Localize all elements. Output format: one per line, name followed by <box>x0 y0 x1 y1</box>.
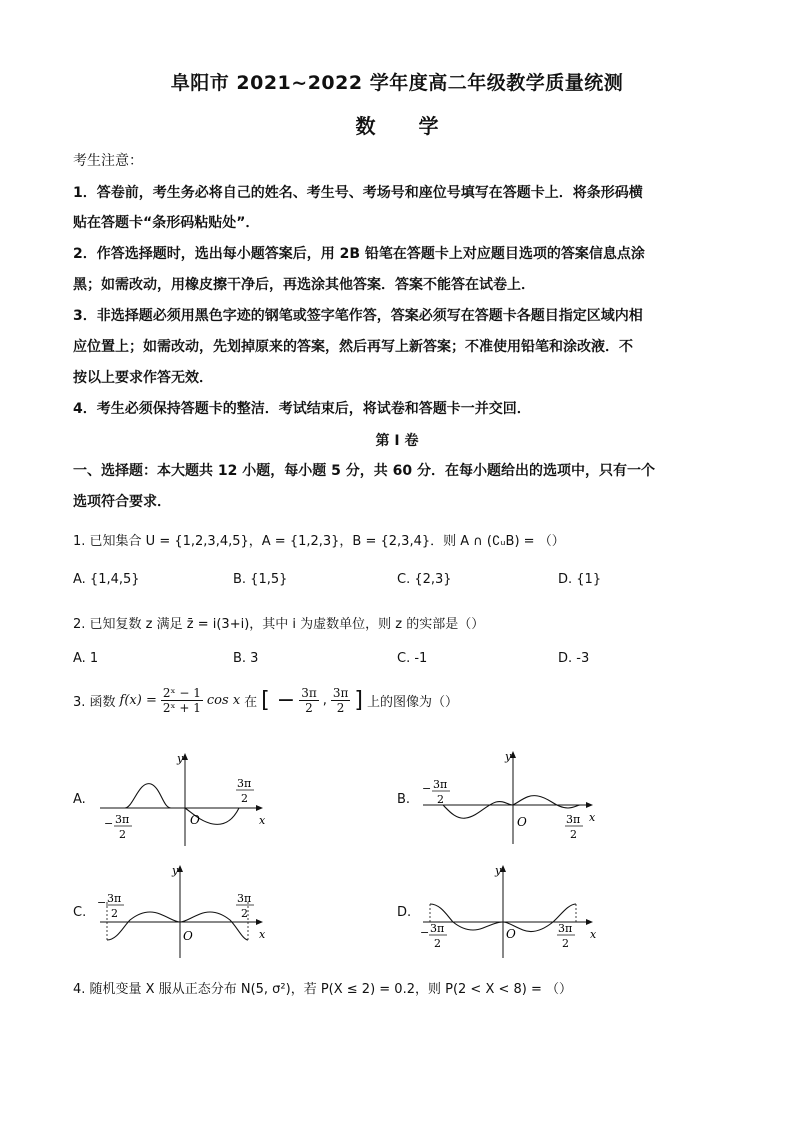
tick-pos-den: 2 <box>241 792 248 805</box>
q3-option-d-label: D. <box>397 905 412 920</box>
section-heading-line-1: 一、选择题：本大题共 12 小题，每小题 5 分，共 60 分．在每小题给出的选项中，只有一个 <box>73 463 655 479</box>
tick-neg-den: 2 <box>434 937 441 950</box>
q3-prefix: 3. 函数 <box>73 695 116 710</box>
origin-label: O <box>183 929 193 943</box>
q3-graph-c <box>95 862 275 962</box>
curve <box>443 796 580 819</box>
q3-graph-a <box>95 750 275 850</box>
q3-interval-a <box>299 686 319 715</box>
origin-label: O <box>506 927 516 941</box>
q3-a-den: 2 <box>305 701 313 715</box>
x-axis-arrow-icon <box>586 919 593 925</box>
origin-label: O <box>517 815 527 829</box>
curve <box>107 912 248 940</box>
q3-fx: f(x) = <box>119 693 157 708</box>
tick-pos-num: 3π <box>558 922 573 935</box>
q3-interval-left: [ − <box>261 688 296 713</box>
curve <box>125 784 239 825</box>
tick-neg-minus: − <box>422 782 432 795</box>
origin-label: O <box>190 813 200 827</box>
tick-neg-den: 2 <box>111 907 118 920</box>
x-axis-arrow-icon <box>256 919 263 925</box>
q3-graph-b <box>418 748 603 848</box>
q3-option-c-label: C. <box>73 905 87 920</box>
q3-interval-b <box>331 686 351 715</box>
q3-fraction <box>161 686 203 715</box>
tick-neg-den: 2 <box>119 828 126 841</box>
tick-neg-minus: − <box>420 926 430 939</box>
q1-option-b: B. {1,5} <box>233 572 288 587</box>
q2-option-b: B. 3 <box>233 651 259 666</box>
tick-neg-num: 3π <box>107 892 122 905</box>
subject-title: 数 学 <box>355 114 457 138</box>
tick-pos-den: 2 <box>562 937 569 950</box>
question-1-stem: 1. 已知集合 U = {1,2,3,4,5}，A = {1,2,3}，B = {2,3,4}．则 A ∩ (∁ᵤB) = （） <box>73 534 565 549</box>
tick-pos-num: 3π <box>566 813 581 826</box>
x-axis-label: x <box>589 811 596 824</box>
x-axis-arrow-icon <box>586 802 593 808</box>
tick-neg-minus: − <box>97 896 107 909</box>
tick-pos-num: 3π <box>237 892 252 905</box>
q1-option-c: C. {2,3} <box>397 572 452 587</box>
notice-line-7: 按以上要求作答无效． <box>73 370 213 386</box>
notice-heading: 考生注意： <box>73 153 143 169</box>
q3-denominator: 2ˣ + 1 <box>162 701 201 715</box>
notice-line-1: 1．答卷前，考生务必将自己的姓名、考生号、考场号和座位号填写在答题卡上．将条形码横 <box>73 185 643 201</box>
y-axis-label: y <box>177 752 184 765</box>
tick-neg-num: 3π <box>430 922 445 935</box>
volume-heading: 第 I 卷 <box>375 433 419 449</box>
q3-b-den: 2 <box>336 701 345 715</box>
tick-neg-num: 3π <box>115 813 130 826</box>
notice-line-5: 3．非选择题必须用黑色字迹的钢笔或签字笔作答，答案必须写在答题卡各题目指定区域内相 <box>73 308 643 324</box>
y-axis-label: y <box>495 864 502 877</box>
tick-pos-den: 2 <box>570 828 577 841</box>
section-heading-line-2: 选项符合要求． <box>73 494 171 510</box>
q3-suffix: 上的图像为（） <box>366 695 458 710</box>
x-axis-label: x <box>259 814 266 827</box>
tick-neg-num: 3π <box>433 778 448 791</box>
notice-line-8: 4．考生必须保持答题卡的整洁．考试结束后，将试卷和答题卡一并交回． <box>73 401 531 417</box>
exam-title: 阜阳市 2021~2022 学年度高二年级教学质量统测 <box>170 72 624 94</box>
y-axis-label: y <box>172 864 179 877</box>
q3-interval-right: ] <box>354 688 363 713</box>
q3-a-num: 3π <box>301 686 317 700</box>
q3-graph-d <box>418 862 603 962</box>
tick-pos-den: 2 <box>241 907 248 920</box>
q1-option-d: D. {1} <box>558 572 602 587</box>
q2-option-d: D. -3 <box>558 651 590 666</box>
question-4-stem: 4. 随机变量 X 服从正态分布 N(5, σ²)，若 P(X ≤ 2) = 0.2，则 P(2 < X < 8) = （） <box>73 982 573 997</box>
q3-numerator: 2ˣ − 1 <box>162 686 201 700</box>
q1-option-a: A. {1,4,5} <box>73 572 140 587</box>
question-2-stem: 2. 已知复数 z 满足 z̄ = i(3+i)，其中 i 为虚数单位，则 z 的实部是（） <box>73 617 485 632</box>
notice-line-4: 黑；如需改动，用橡皮擦干净后，再选涂其他答案．答案不能答在试卷上． <box>73 277 535 293</box>
q2-option-a: A. 1 <box>73 651 99 666</box>
q3-option-a-label: A. <box>73 792 86 807</box>
q3-option-b-label: B. <box>397 792 411 807</box>
notice-line-6: 应位置上；如需改动，先划掉原来的答案，然后再写上新答案；不准使用铅笔和涂改液．不 <box>73 339 633 355</box>
notice-line-2: 贴在答题卡“条形码粘贴处”． <box>73 215 260 231</box>
x-axis-label: x <box>590 928 597 941</box>
tick-pos-num: 3π <box>237 777 252 790</box>
q3-comma: , <box>322 693 327 708</box>
tick-neg-minus: − <box>104 817 114 830</box>
x-axis-label: x <box>259 928 266 941</box>
q2-option-c: C. -1 <box>397 651 428 666</box>
notice-line-3: 2．作答选择题时，选出每小题答案后，用 2B 铅笔在答题卡上对应题目选项的答案信息点涂 <box>73 246 645 262</box>
q3-b-num: 3π <box>332 686 349 700</box>
q3-cos: cos x <box>206 693 241 708</box>
x-axis-arrow-icon <box>256 805 263 811</box>
tick-neg-den: 2 <box>437 793 444 806</box>
q3-in: 在 <box>244 695 258 710</box>
question-3-stem <box>73 686 458 715</box>
y-axis-label: y <box>505 750 512 763</box>
